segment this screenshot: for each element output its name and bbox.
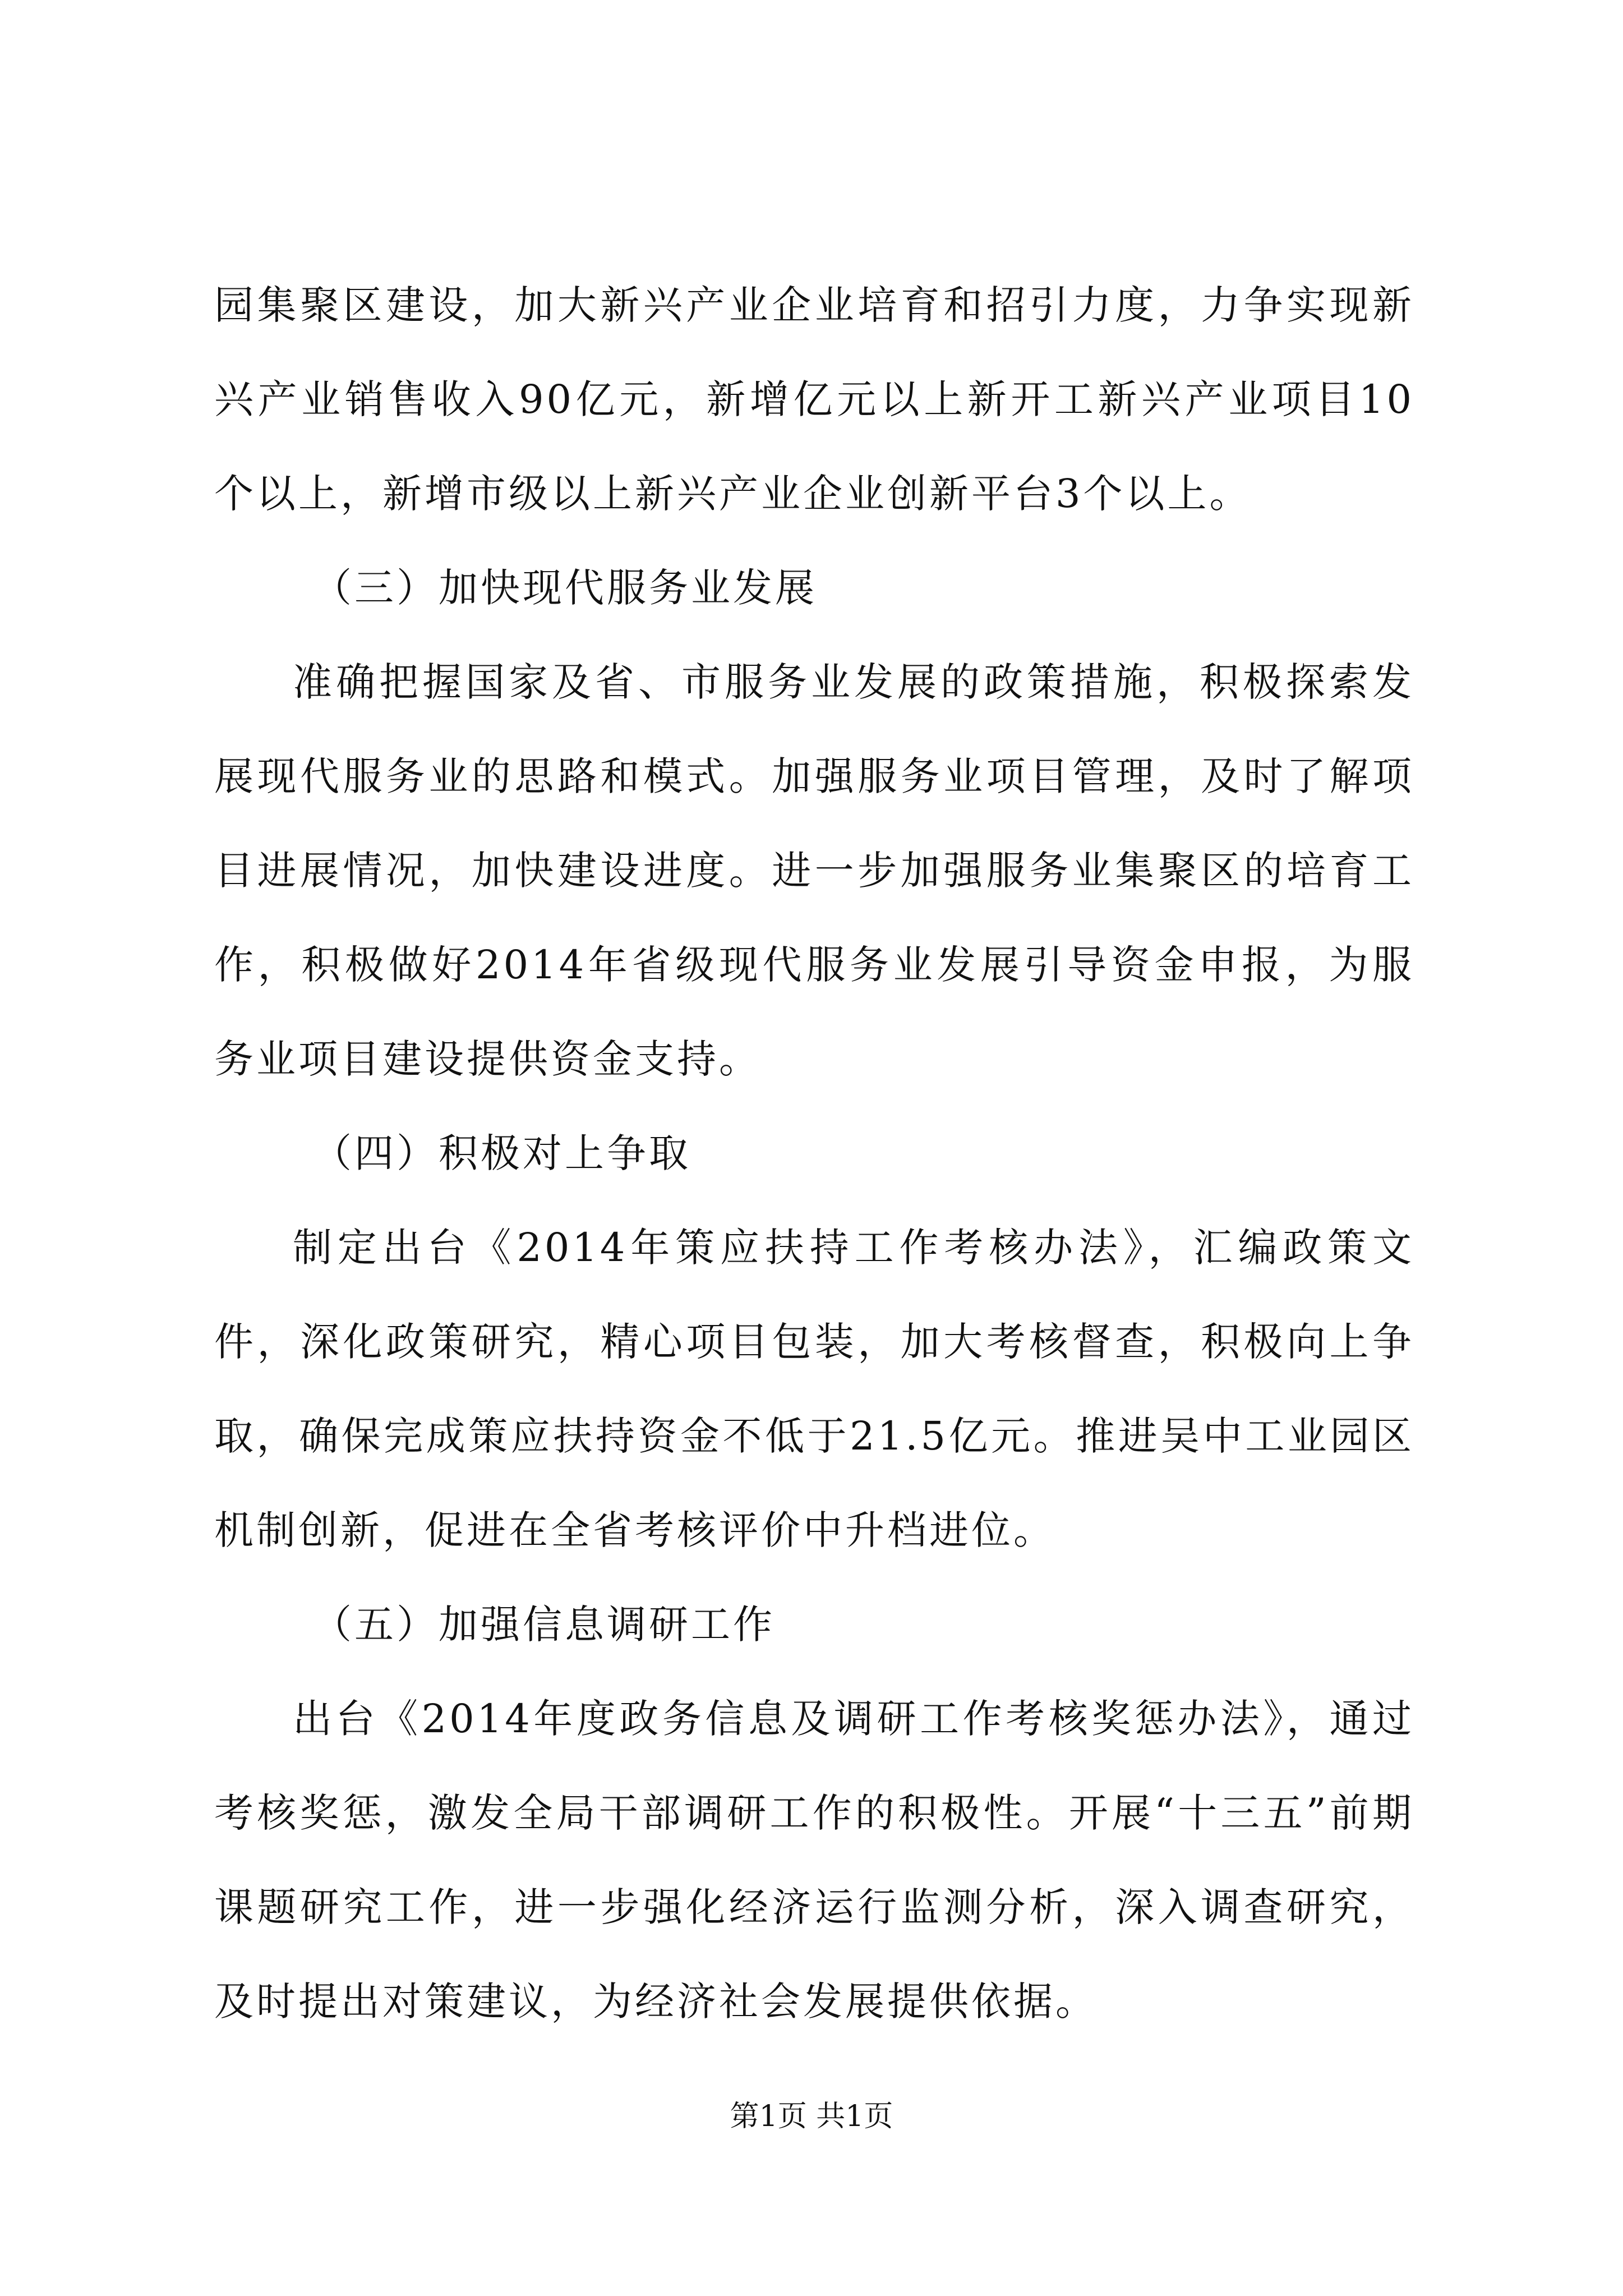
body-paragraph: 准确把握国家及省、市服务业发展的政策措施，积极探索发展现代服务业的思路和模式。加强服务业项目管理，及时了解项目进展情况，加快建设进度。进一步加强服务业集聚区的培育工作，积极做好2014年省级现代服务业发展引导资金申报，为服务业项目建设提供资金支持。 bbox=[214, 659, 1414, 1082]
page-number-footer: 第1页 共1页 bbox=[730, 2100, 893, 2133]
section-heading: （四）积极对上争取 bbox=[312, 1130, 691, 1176]
body-paragraph: 园集聚区建设，加大新兴产业企业培育和招引力度，力争实现新兴产业销售收入90亿元，新增亿元以上新开工新兴产业项目10个以上，新增市级以上新兴产业企业创新平台3个以上。 bbox=[214, 282, 1414, 517]
section-heading: （五）加强信息调研工作 bbox=[312, 1602, 775, 1648]
body-paragraph: 出台《2014年度政务信息及调研工作考核奖惩办法》，通过考核奖惩，激发全局干部调研工作的积极性。开展“十三五”前期课题研究工作，进一步强化经济运行监测分析，深入调查研究，及时提出对策建议，为经济社会发展提供依据。 bbox=[214, 1696, 1414, 2024]
document-body bbox=[214, 258, 1414, 2049]
section-heading: （三）加快现代服务业发展 bbox=[312, 565, 817, 611]
body-paragraph: 制定出台《2014年策应扶持工作考核办法》，汇编政策文件，深化政策研究，精心项目包装，加大考核督查，积极向上争取，确保完成策应扶持资金不低于21.5亿元。推进吴中工业园区机制创新，促进在全省考核评价中升档进位。 bbox=[214, 1225, 1414, 1553]
